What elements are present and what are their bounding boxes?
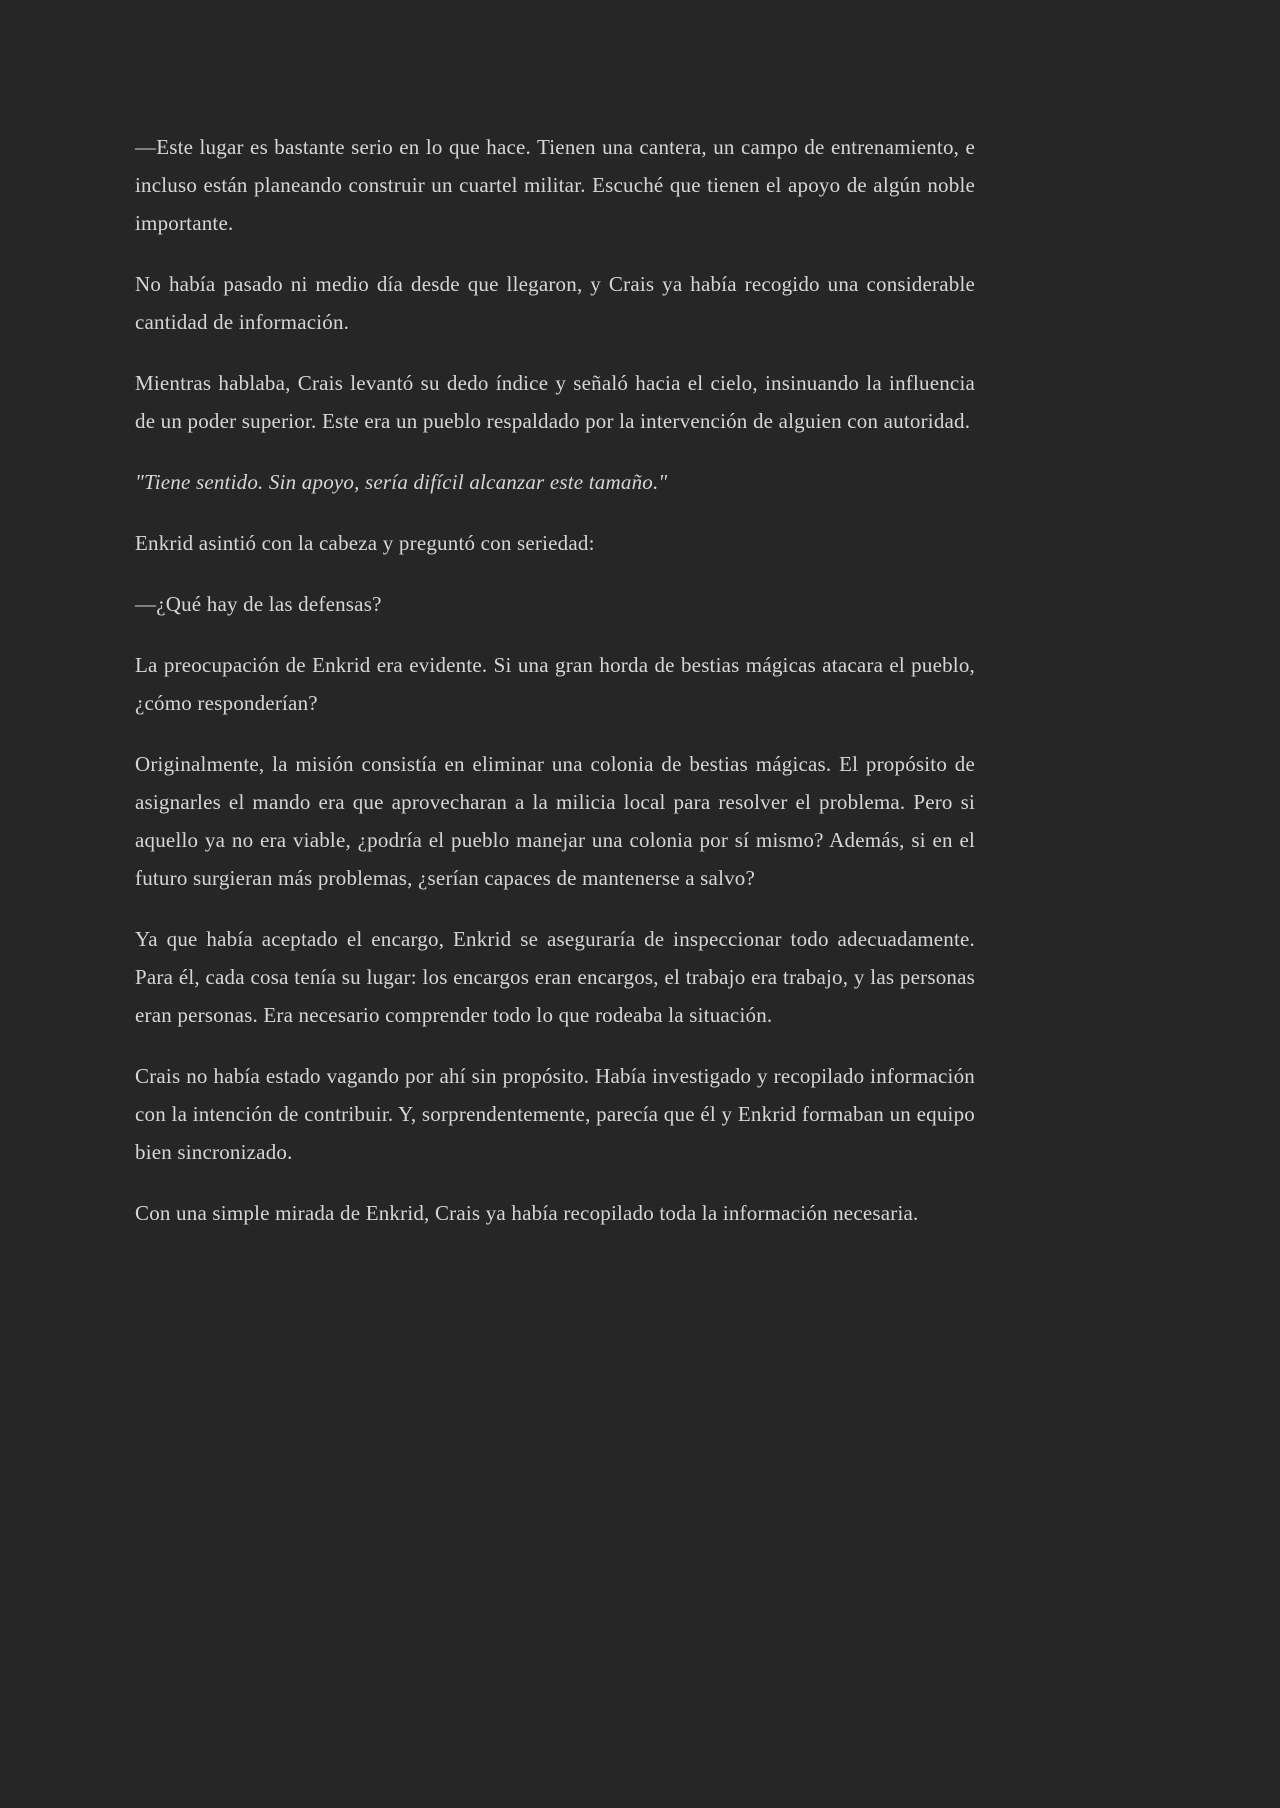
paragraph: La preocupación de Enkrid era evidente. Si una gran horda de bestias mágicas atacara el pueblo, ¿cómo responderían?: [135, 653, 975, 715]
paragraph: "Tiene sentido. Sin apoyo, sería difícil alcanzar este tamaño.": [135, 470, 668, 494]
paragraph: Crais no había estado vagando por ahí sin propósito. Había investigado y recopilado información con la intención de contribuir. Y, sorprendentemente, parecía que él y Enkrid formaban un equipo bien sincronizado.: [135, 1064, 975, 1164]
paragraph: —¿Qué hay de las defensas?: [135, 592, 382, 616]
paragraph: Ya que había aceptado el encargo, Enkrid se aseguraría de inspeccionar todo adecuadamente. Para él, cada cosa tenía su lugar: los encargos eran encargos, el trabajo era trabajo, y las personas eran personas. Era necesario comprender todo lo que rodeaba la situación.: [135, 927, 975, 1027]
paragraph: Originalmente, la misión consistía en eliminar una colonia de bestias mágicas. El propósito de asignarles el mando era que aprovecharan a la milicia local para resolver el problema. Pero si aquello ya no era viable, ¿podría el pueblo manejar una colonia por sí mismo? Además, si en el futuro surgieran más problemas, ¿serían capaces de mantenerse a salvo?: [135, 752, 975, 890]
paragraph: —Este lugar es bastante serio en lo que hace. Tienen una cantera, un campo de entrenamiento, e incluso están planeando construir un cuartel militar. Escuché que tienen el apoyo de algún noble importante.: [135, 135, 975, 235]
chapter-text: [135, 128, 975, 1232]
paragraph: Enkrid asintió con la cabeza y preguntó con seriedad:: [135, 531, 595, 555]
paragraph: Con una simple mirada de Enkrid, Crais ya había recopilado toda la información necesaria.: [135, 1201, 919, 1225]
paragraph: No había pasado ni medio día desde que llegaron, y Crais ya había recogido una considerable cantidad de información.: [135, 272, 975, 334]
paragraph: Mientras hablaba, Crais levantó su dedo índice y señaló hacia el cielo, insinuando la influencia de un poder superior. Este era un pueblo respaldado por la intervención de alguien con autoridad.: [135, 371, 975, 433]
